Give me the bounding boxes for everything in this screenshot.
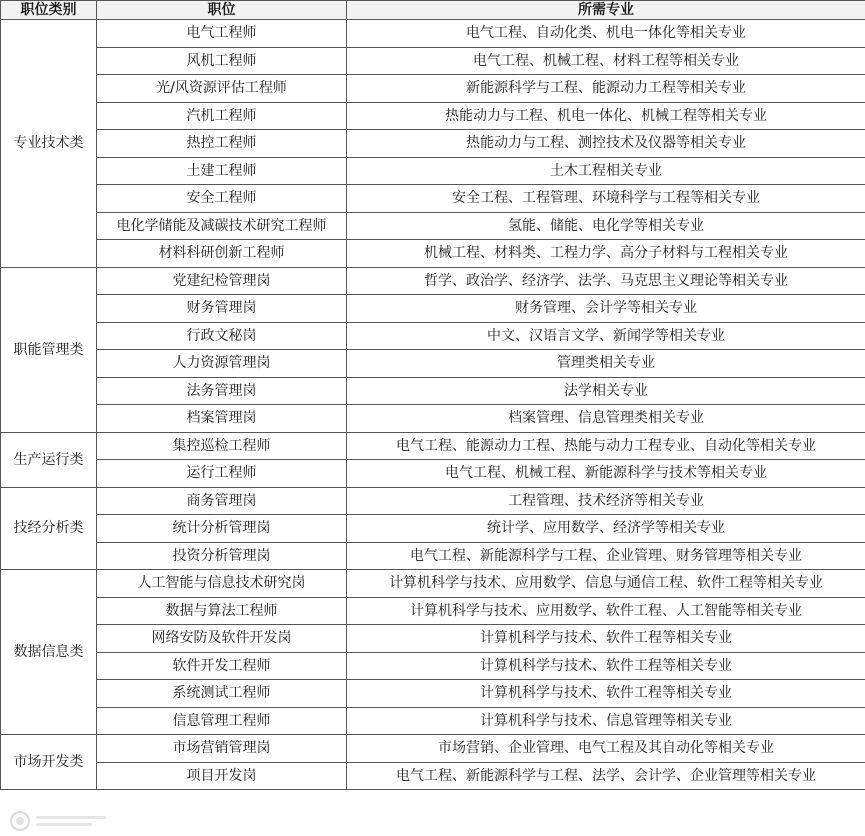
category-cell: 数据信息类 bbox=[1, 570, 97, 735]
majors-cell: 新能源科学与工程、能源动力工程等相关专业 bbox=[347, 75, 865, 103]
position-cell: 党建纪检管理岗 bbox=[97, 267, 347, 295]
position-cell: 风机工程师 bbox=[97, 47, 347, 75]
table-row bbox=[1, 707, 865, 735]
majors-cell: 哲学、政治学、经济学、法学、马克思主义理论等相关专业 bbox=[347, 267, 865, 295]
table-row bbox=[1, 570, 865, 598]
majors-cell: 计算机科学与技术、信息管理等相关专业 bbox=[347, 707, 865, 735]
position-cell: 光/风资源评估工程师 bbox=[97, 75, 347, 103]
position-cell: 行政文秘岗 bbox=[97, 322, 347, 350]
majors-cell: 法学相关专业 bbox=[347, 377, 865, 405]
position-cell: 土建工程师 bbox=[97, 157, 347, 185]
position-cell: 热控工程师 bbox=[97, 130, 347, 158]
table-row bbox=[1, 542, 865, 570]
table-row bbox=[1, 212, 865, 240]
position-cell: 人工智能与信息技术研究岗 bbox=[97, 570, 347, 598]
majors-cell: 统计学、应用数学、经济学等相关专业 bbox=[347, 515, 865, 543]
category-cell: 生产运行类 bbox=[1, 432, 97, 487]
category-cell: 技经分析类 bbox=[1, 487, 97, 570]
majors-cell: 氢能、储能、电化学等相关专业 bbox=[347, 212, 865, 240]
position-cell: 网络安防及软件开发岗 bbox=[97, 625, 347, 653]
majors-cell: 电气工程、新能源科学与工程、法学、会计学、企业管理等相关专业 bbox=[347, 762, 865, 790]
position-cell: 集控巡检工程师 bbox=[97, 432, 347, 460]
position-cell: 电化学储能及减碳技术研究工程师 bbox=[97, 212, 347, 240]
position-cell: 材料科研创新工程师 bbox=[97, 240, 347, 268]
position-cell: 汽机工程师 bbox=[97, 102, 347, 130]
category-cell: 职能管理类 bbox=[1, 267, 97, 432]
majors-cell: 市场营销、企业管理、电气工程及其自动化等相关专业 bbox=[347, 735, 865, 763]
table-row bbox=[1, 157, 865, 185]
table-row bbox=[1, 185, 865, 213]
table-row bbox=[1, 20, 865, 48]
position-cell: 财务管理岗 bbox=[97, 295, 347, 323]
majors-cell: 安全工程、工程管理、环境科学与工程等相关专业 bbox=[347, 185, 865, 213]
majors-cell: 计算机科学与技术、软件工程等相关专业 bbox=[347, 680, 865, 708]
category-cell: 专业技术类 bbox=[1, 20, 97, 268]
header-category: 职位类别 bbox=[1, 1, 97, 20]
position-cell: 电气工程师 bbox=[97, 20, 347, 48]
majors-cell: 热能动力与工程、机电一体化、机械工程等相关专业 bbox=[347, 102, 865, 130]
position-cell: 市场营销管理岗 bbox=[97, 735, 347, 763]
table-row bbox=[1, 625, 865, 653]
table-row bbox=[1, 102, 865, 130]
category-cell: 市场开发类 bbox=[1, 735, 97, 790]
majors-cell: 档案管理、信息管理类相关专业 bbox=[347, 405, 865, 433]
table-row bbox=[1, 47, 865, 75]
header-majors: 所需专业 bbox=[347, 1, 865, 20]
table-row bbox=[1, 130, 865, 158]
position-cell: 法务管理岗 bbox=[97, 377, 347, 405]
table-row bbox=[1, 350, 865, 378]
majors-cell: 财务管理、会计学等相关专业 bbox=[347, 295, 865, 323]
majors-cell: 计算机科学与技术、应用数学、软件工程、人工智能等相关专业 bbox=[347, 597, 865, 625]
position-cell: 系统测试工程师 bbox=[97, 680, 347, 708]
position-cell: 运行工程师 bbox=[97, 460, 347, 488]
table-row bbox=[1, 680, 865, 708]
table-row bbox=[1, 735, 865, 763]
table-row bbox=[1, 267, 865, 295]
table-row bbox=[1, 515, 865, 543]
table-row bbox=[1, 322, 865, 350]
position-cell: 统计分析管理岗 bbox=[97, 515, 347, 543]
majors-cell: 计算机科学与技术、应用数学、信息与通信工程、软件工程等相关专业 bbox=[347, 570, 865, 598]
table-row bbox=[1, 405, 865, 433]
position-cell: 项目开发岗 bbox=[97, 762, 347, 790]
table-body bbox=[1, 20, 865, 790]
position-cell: 人力资源管理岗 bbox=[97, 350, 347, 378]
position-cell: 数据与算法工程师 bbox=[97, 597, 347, 625]
table-row bbox=[1, 75, 865, 103]
watermark bbox=[10, 810, 114, 832]
watermark-lettering bbox=[36, 816, 106, 826]
header-row bbox=[1, 1, 865, 20]
majors-cell: 计算机科学与技术、软件工程等相关专业 bbox=[347, 652, 865, 680]
table-row bbox=[1, 295, 865, 323]
table-row bbox=[1, 460, 865, 488]
table-row bbox=[1, 377, 865, 405]
majors-cell: 管理类相关专业 bbox=[347, 350, 865, 378]
majors-cell: 电气工程、机械工程、新能源科学与技术等相关专业 bbox=[347, 460, 865, 488]
header-position: 职位 bbox=[97, 1, 347, 20]
majors-cell: 土木工程相关专业 bbox=[347, 157, 865, 185]
position-cell: 安全工程师 bbox=[97, 185, 347, 213]
majors-cell: 中文、汉语言文学、新闻学等相关专业 bbox=[347, 322, 865, 350]
position-cell: 商务管理岗 bbox=[97, 487, 347, 515]
majors-cell: 电气工程、机械工程、材料工程等相关专业 bbox=[347, 47, 865, 75]
majors-cell: 电气工程、新能源科学与工程、企业管理、财务管理等相关专业 bbox=[347, 542, 865, 570]
brand-logo-icon bbox=[10, 811, 30, 831]
table-row bbox=[1, 652, 865, 680]
table-row bbox=[1, 597, 865, 625]
majors-cell: 电气工程、能源动力工程、热能与动力工程专业、自动化等相关专业 bbox=[347, 432, 865, 460]
position-cell: 投资分析管理岗 bbox=[97, 542, 347, 570]
table-row bbox=[1, 487, 865, 515]
table-row bbox=[1, 432, 865, 460]
table-row bbox=[1, 762, 865, 790]
majors-cell: 电气工程、自动化类、机电一体化等相关专业 bbox=[347, 20, 865, 48]
position-cell: 档案管理岗 bbox=[97, 405, 347, 433]
majors-cell: 热能动力与工程、测控技术及仪器等相关专业 bbox=[347, 130, 865, 158]
majors-cell: 机械工程、材料类、工程力学、高分子材料与工程相关专业 bbox=[347, 240, 865, 268]
table-row bbox=[1, 240, 865, 268]
position-cell: 软件开发工程师 bbox=[97, 652, 347, 680]
majors-cell: 计算机科学与技术、软件工程等相关专业 bbox=[347, 625, 865, 653]
majors-cell: 工程管理、技术经济等相关专业 bbox=[347, 487, 865, 515]
position-cell: 信息管理工程师 bbox=[97, 707, 347, 735]
